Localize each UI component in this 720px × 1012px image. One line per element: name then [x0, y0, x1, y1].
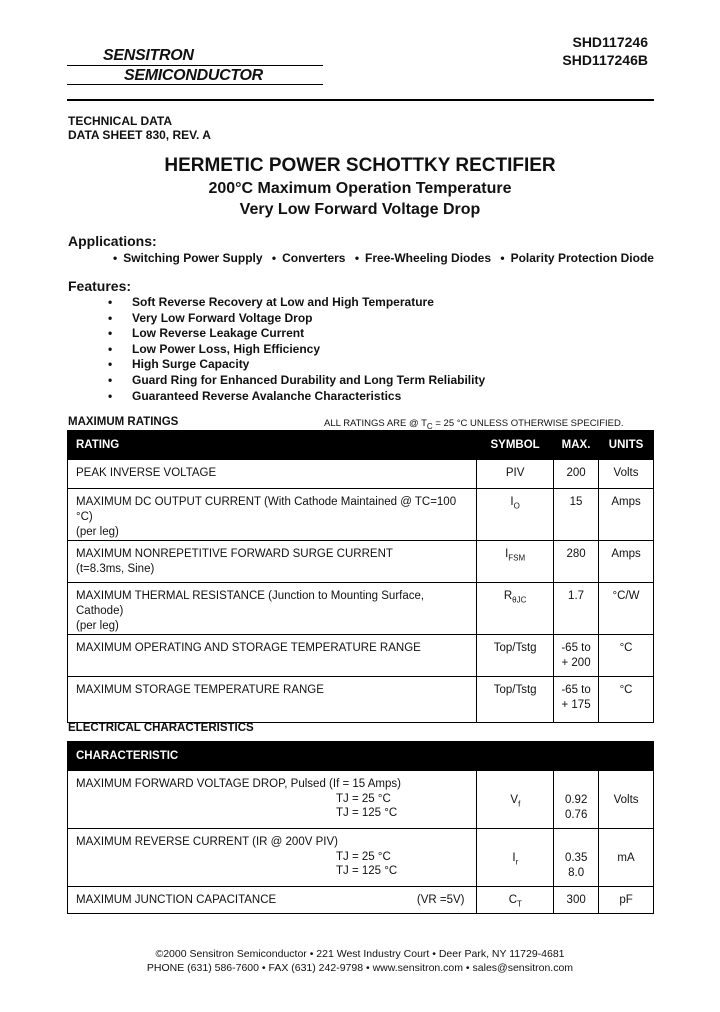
application-item: Free-Wheeling Diodes: [365, 251, 492, 265]
characteristic-description: MAXIMUM JUNCTION CAPACITANCE (VR =5V): [68, 887, 477, 914]
column-header-characteristic: CHARACTERISTIC: [68, 742, 654, 771]
electrical-heading: ELECTRICAL CHARACTERISTICS: [68, 722, 254, 734]
column-header-rating: RATING: [68, 431, 477, 460]
rating-unit: Amps: [599, 489, 654, 541]
rating-description: MAXIMUM THERMAL RESISTANCE (Junction to Mounting Surface, Cathode) (per leg): [68, 583, 477, 635]
page-subtitle-2: Very Low Forward Voltage Drop: [239, 201, 481, 218]
table-header-row: [68, 742, 654, 771]
features-list: [108, 295, 485, 404]
rating-max: 200: [554, 460, 599, 489]
rating-symbol: $I_{FSM}$: [477, 541, 554, 583]
rating-symbol: $R_{\theta JC}$: [477, 583, 554, 635]
rating-unit: Amps: [599, 541, 654, 583]
characteristic-unit: pF: [599, 887, 654, 914]
characteristic-value: 300: [554, 887, 599, 914]
feature-item: • Guard Ring for Enhanced Durability and Long Term Reliability: [108, 373, 485, 389]
data-sheet-label: DATA SHEET 830, REV. A: [68, 128, 211, 142]
rating-unit: °C: [599, 677, 654, 723]
feature-item: • Low Power Loss, High Efficiency: [108, 342, 485, 358]
footer-contact: PHONE (631) 586-7600 • FAX (631) 242-9798 • www.sensitron.com • sales@sensitron.com: [146, 962, 574, 974]
table-row: [68, 583, 654, 635]
table-row: [68, 677, 654, 723]
rating-max: 280: [554, 541, 599, 583]
rating-symbol: Top/Tstg: [477, 635, 554, 677]
rating-unit: °C: [599, 635, 654, 677]
characteristic-symbol: $V_f$: [477, 771, 554, 829]
rating-description: MAXIMUM OPERATING AND STORAGE TEMPERATURE RANGE: [68, 635, 477, 677]
rating-unit: Volts: [599, 460, 654, 489]
page-title: HERMETIC POWER SCHOTTKY RECTIFIER: [164, 155, 556, 176]
technical-data-label: TECHNICAL DATA: [68, 114, 172, 128]
rating-description: PEAK INVERSE VOLTAGE: [68, 460, 477, 489]
company-name: SENSITRON: [103, 47, 194, 64]
max-ratings-table: [67, 430, 654, 723]
rating-symbol: PIV: [477, 460, 554, 489]
feature-item: • High Surge Capacity: [108, 357, 485, 373]
characteristic-unit: mA: [599, 829, 654, 887]
table-row: [68, 635, 654, 677]
rating-unit: °C/W: [599, 583, 654, 635]
feature-item: • Guaranteed Reverse Avalanche Characteristics: [108, 389, 485, 405]
rating-description: MAXIMUM NONREPETITIVE FORWARD SURGE CURRENT (t=8.3ms, Sine): [68, 541, 477, 583]
characteristic-value: 0.35 8.0: [554, 829, 599, 887]
rating-max: 15: [554, 489, 599, 541]
table-row: [68, 541, 654, 583]
rating-max: -65 to + 175: [554, 677, 599, 723]
feature-item: • Low Reverse Leakage Current: [108, 326, 485, 342]
column-header-units: UNITS: [599, 431, 654, 460]
electrical-table: [67, 741, 654, 914]
table-header-row: [68, 431, 654, 460]
feature-item: • Very Low Forward Voltage Drop: [108, 311, 485, 327]
table-row: [68, 489, 654, 541]
column-header-symbol: SYMBOL: [477, 431, 554, 460]
application-item: Converters: [282, 251, 346, 265]
application-item: Switching Power Supply: [123, 251, 263, 265]
ratings-note: ALL RATINGS ARE @ $T_C = 25$ °C UNLESS OTHERWISE SPECIFIED.: [324, 418, 624, 431]
feature-item: • Soft Reverse Recovery at Low and High Temperature: [108, 295, 485, 311]
table-row: [68, 460, 654, 489]
page-subtitle-1: 200°C Maximum Operation Temperature: [208, 180, 512, 197]
rating-max: 1.7: [554, 583, 599, 635]
logo-rule: [67, 65, 323, 66]
rating-max: -65 to + 200: [554, 635, 599, 677]
footer-address: ©2000 Sensitron Semiconductor • 221 West Industry Court • Deer Park, NY 11729-4681: [155, 948, 565, 960]
rating-symbol: $I_O$: [477, 489, 554, 541]
applications-heading: Applications:: [68, 233, 157, 249]
column-header-max: MAX.: [554, 431, 599, 460]
table-row: [68, 829, 654, 887]
rating-description: MAXIMUM DC OUTPUT CURRENT (With Cathode Maintained @ TC=100 °C) (per leg): [68, 489, 477, 541]
application-item: Polarity Protection Diode: [510, 251, 654, 265]
table-row: [68, 771, 654, 829]
characteristic-symbol: $I_r$: [477, 829, 554, 887]
table-row: [68, 887, 654, 914]
applications-list: • Switching Power Supply • Converters • Free-Wheeling Diodes • Polarity Protection Diode: [113, 251, 654, 265]
logo-rule: [67, 84, 323, 85]
rating-symbol: Top/Tstg: [477, 677, 554, 723]
part-number-2: SHD117246B: [562, 52, 648, 68]
characteristic-unit: Volts: [599, 771, 654, 829]
characteristic-value: 0.92 0.76: [554, 771, 599, 829]
features-heading: Features:: [68, 278, 132, 294]
characteristic-symbol: $C_T$: [477, 887, 554, 914]
characteristic-description: MAXIMUM REVERSE CURRENT (IR @ 200V PIV) TJ = 25 °C TJ = 125 °C: [68, 829, 477, 887]
max-ratings-heading: MAXIMUM RATINGS: [68, 416, 179, 428]
company-subtitle: SEMICONDUCTOR: [124, 67, 263, 84]
rating-description: MAXIMUM STORAGE TEMPERATURE RANGE: [68, 677, 477, 723]
header-rule: [67, 99, 654, 101]
characteristic-description: MAXIMUM FORWARD VOLTAGE DROP, Pulsed (If = 15 Amps) TJ = 25 °C TJ = 125 °C: [68, 771, 477, 829]
part-number-1: SHD117246: [572, 34, 648, 50]
